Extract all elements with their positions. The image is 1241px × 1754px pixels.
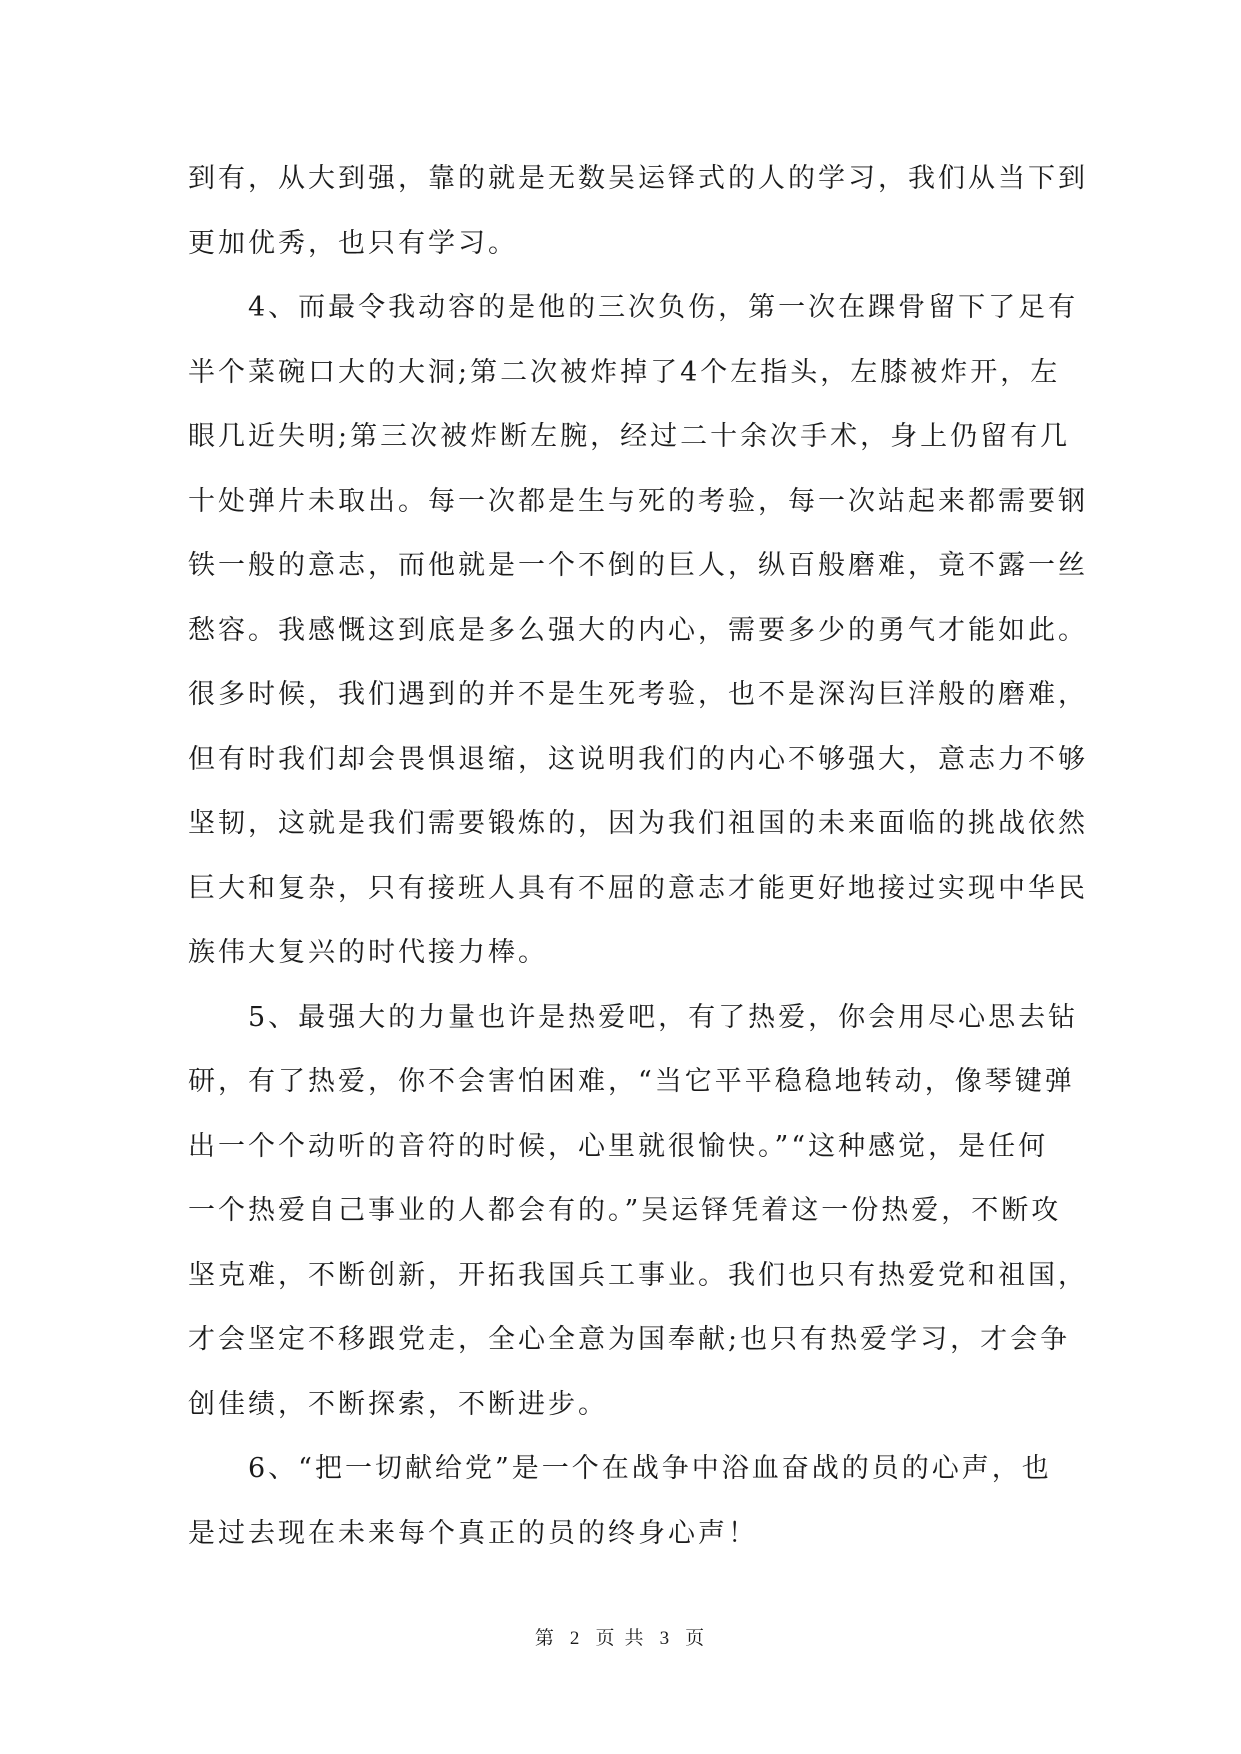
footer-prefix: 第 [534,1627,556,1649]
text-line: 到有，从大到强，靠的就是无数吴运铎式的人的学习，我们从当下到 [188,163,1088,194]
total-pages-number: 3 [659,1628,672,1649]
current-page-number: 2 [569,1628,582,1649]
text-line: 出一个个动听的音符的时候，心里就很愉快。”“这种感觉，是任何 [188,1130,1049,1162]
text-line: 但有时我们却会畏惧退缩，这说明我们的内心不够强大，意志力不够 [188,743,1088,775]
page-footer [0,1623,1241,1650]
text-line: 眼几近失明;第三次被炸断左腕，经过二十余次手术，身上仍留有几 [188,421,1071,452]
text-line: 愁容。我感慨这到底是多么强大的内心，需要多少的勇气才能如此。 [188,614,1088,646]
text-line: 才会坚定不移跟党走，全心全意为国奉献;也只有热爱学习，才会争 [188,1324,1071,1355]
text-line: 4、而最令我动容的是他的三次负伤，第一次在踝骨留下了足有 [188,292,1079,323]
text-line: 十处弹片未取出。每一次都是生与死的考验，每一次站起来都需要钢 [188,485,1088,517]
footer-suffix: 页 [685,1627,707,1649]
text-line: 族伟大复兴的时代接力棒。 [188,937,548,968]
text-line: 5、最强大的力量也许是热爱吧，有了热爱，你会用尽心思去钻 [188,1001,1079,1033]
text-line: 更加优秀，也只有学习。 [188,227,518,259]
text-line: 铁一般的意志，而他就是一个不倒的巨人，纵百般磨难，竟不露一丝 [188,550,1088,581]
body-text [188,147,1088,1566]
text-line: 是过去现在未来每个真正的员的终身心声！ [188,1517,758,1549]
text-line: 坚克难，不断创新，开拓我国兵工事业。我们也只有热爱党和祖国， [188,1259,1088,1291]
text-line: 6、“把一切献给党”是一个在战争中浴血奋战的员的心声，也 [188,1453,1052,1484]
text-line: 研，有了热爱，你不会害怕困难，“当它平平稳稳地转动，像琴键弹 [188,1066,1075,1097]
footer-middle: 页 共 [595,1627,646,1649]
text-line: 半个菜碗口大的大洞;第二次被炸掉了4个左指头，左膝被炸开，左 [188,356,1061,388]
text-line: 创佳绩，不断探索，不断进步。 [188,1388,608,1420]
text-line: 很多时候，我们遇到的并不是生死考验，也不是深沟巨洋般的磨难， [188,679,1088,710]
text-line: 一个热爱自己事业的人都会有的。”吴运铎凭着这一份热爱，不断攻 [188,1195,1062,1226]
text-line: 巨大和复杂，只有接班人具有不屈的意志才能更好地接过实现中华民 [188,872,1088,904]
text-line: 坚韧，这就是我们需要锻炼的，因为我们祖国的未来面临的挑战依然 [188,808,1088,839]
